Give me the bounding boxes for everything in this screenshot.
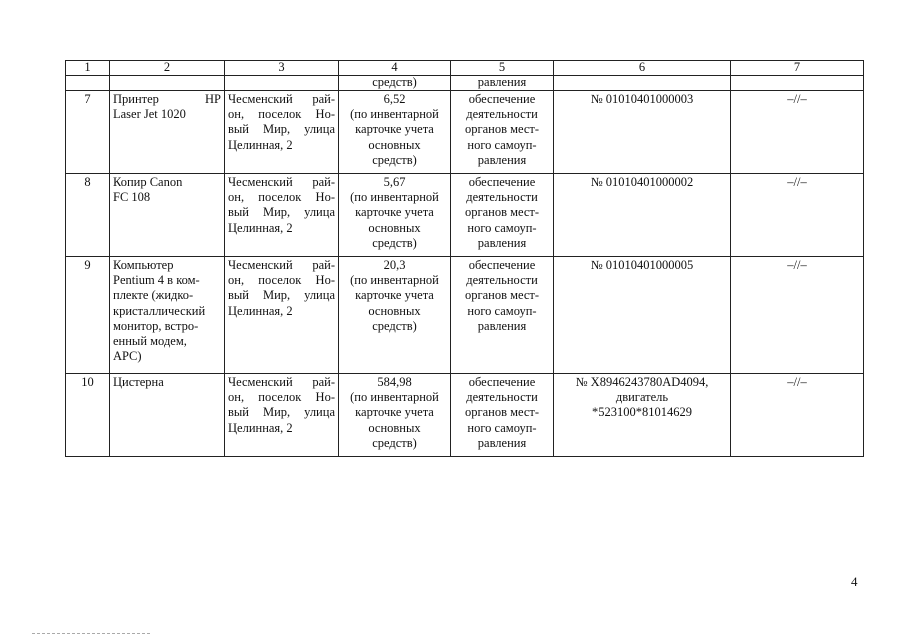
item-address-line: Чесменский рай- xyxy=(228,92,335,106)
item-purpose-line: органов мест- xyxy=(464,288,540,303)
column-number: 7 xyxy=(731,61,864,76)
item-name xyxy=(110,174,225,257)
item-value-line: основных xyxy=(368,137,421,152)
item-purpose-line: равления xyxy=(477,152,527,167)
item-value-line: основных xyxy=(368,303,421,318)
item-address-line: Чесменский рай- xyxy=(228,175,335,189)
continuation-cell: средств) xyxy=(339,76,451,91)
item-name-line: Компьютер xyxy=(113,258,174,272)
item-address-line: Целинная, 2 xyxy=(228,420,293,435)
item-inventory-number-line: № X8946243780AD4094, xyxy=(575,375,709,389)
item-address-line: Целинная, 2 xyxy=(228,220,293,235)
item-value xyxy=(339,174,451,257)
column-number: 1 xyxy=(66,61,110,76)
item-purpose xyxy=(451,257,554,374)
continuation-row xyxy=(66,76,864,91)
item-name-line: Цистерна xyxy=(113,375,164,389)
item-value-line: карточке учета xyxy=(355,405,434,420)
footnote-divider xyxy=(32,633,150,634)
row-number: 10 xyxy=(66,374,110,457)
item-inventory-number-line: *523100*81014629 xyxy=(592,405,692,420)
item-purpose-line: обеспечение xyxy=(468,175,536,189)
item-purpose-line: ного самоуп- xyxy=(467,220,537,235)
item-inventory-number xyxy=(554,374,731,457)
item-name-line: Pentium 4 в ком- xyxy=(113,273,200,288)
item-name xyxy=(110,374,225,457)
page-number: 4 xyxy=(851,574,858,589)
item-value-line: средств) xyxy=(372,235,417,250)
item-note: –//– xyxy=(731,91,864,174)
item-name-line: Принтер HP xyxy=(113,92,221,106)
item-value-line: средств) xyxy=(372,318,417,333)
item-value-line: (по инвентарной xyxy=(350,190,439,205)
table-row xyxy=(66,91,864,174)
item-purpose-line: деятельности xyxy=(466,107,538,122)
item-address-line: он, поселок Но- xyxy=(228,107,335,122)
item-value xyxy=(339,374,451,457)
item-name xyxy=(110,91,225,174)
item-purpose-line: обеспечение xyxy=(468,258,536,272)
item-address-line: Чесменский рай- xyxy=(228,375,335,389)
column-number-row xyxy=(66,61,864,76)
item-value-line: (по инвентарной xyxy=(350,390,439,405)
item-address xyxy=(225,174,339,257)
item-purpose-line: равления xyxy=(477,318,527,333)
item-address-line: вый Мир, улица xyxy=(228,122,335,137)
item-value-line: 6,52 xyxy=(383,92,406,106)
continuation-cell xyxy=(731,76,864,91)
item-address-line: Целинная, 2 xyxy=(228,137,293,152)
column-number: 4 xyxy=(339,61,451,76)
item-purpose-line: ного самоуп- xyxy=(467,303,537,318)
item-value-line: средств) xyxy=(372,152,417,167)
item-name-line: енный модем, xyxy=(113,334,187,349)
item-note: –//– xyxy=(731,257,864,374)
continuation-cell xyxy=(110,76,225,91)
item-address xyxy=(225,257,339,374)
item-purpose xyxy=(451,91,554,174)
item-purpose-line: ного самоуп- xyxy=(467,420,537,435)
item-inventory-number xyxy=(554,91,731,174)
item-value-line: основных xyxy=(368,220,421,235)
item-inventory-number-line: № 01010401000002 xyxy=(590,175,694,189)
item-inventory-number xyxy=(554,257,731,374)
item-name-line: кристаллический xyxy=(113,303,206,318)
item-value-line: карточке учета xyxy=(355,205,434,220)
item-purpose-line: органов мест- xyxy=(464,122,540,137)
table-row xyxy=(66,374,864,457)
item-inventory-number-line: двигатель xyxy=(615,390,669,405)
item-purpose xyxy=(451,174,554,257)
item-inventory-number-line: № 01010401000003 xyxy=(590,92,694,106)
column-number: 2 xyxy=(110,61,225,76)
item-address-line: Целинная, 2 xyxy=(228,303,293,318)
item-value-line: (по инвентарной xyxy=(350,107,439,122)
item-address-line: вый Мир, улица xyxy=(228,205,335,220)
item-address-line: вый Мир, улица xyxy=(228,405,335,420)
column-number: 5 xyxy=(451,61,554,76)
item-purpose-line: обеспечение xyxy=(468,375,536,389)
item-address-line: он, поселок Но- xyxy=(228,273,335,288)
item-purpose-line: деятельности xyxy=(466,273,538,288)
continuation-cell: равления xyxy=(451,76,554,91)
item-name-line: плекте (жидко- xyxy=(113,288,194,303)
item-value-line: карточке учета xyxy=(355,288,434,303)
item-name xyxy=(110,257,225,374)
property-table xyxy=(65,60,864,457)
column-number: 6 xyxy=(554,61,731,76)
item-purpose-line: деятельности xyxy=(466,190,538,205)
item-value-line: основных xyxy=(368,420,421,435)
item-purpose-line: равления xyxy=(477,235,527,250)
item-value xyxy=(339,257,451,374)
row-number: 8 xyxy=(66,174,110,257)
item-value-line: 20,3 xyxy=(383,258,406,272)
item-purpose-line: равления xyxy=(477,435,527,450)
item-value-line: средств) xyxy=(372,435,417,450)
item-purpose-line: ного самоуп- xyxy=(467,137,537,152)
item-purpose-line: деятельности xyxy=(466,390,538,405)
item-value-line: (по инвентарной xyxy=(350,273,439,288)
item-inventory-number-line: № 01010401000005 xyxy=(590,258,694,272)
item-purpose-line: органов мест- xyxy=(464,405,540,420)
item-note: –//– xyxy=(731,174,864,257)
item-address-line: он, поселок Но- xyxy=(228,390,335,405)
item-value-line: 5,67 xyxy=(383,175,406,189)
item-purpose-line: органов мест- xyxy=(464,205,540,220)
item-purpose xyxy=(451,374,554,457)
item-name-line: Копир Canon xyxy=(113,175,183,189)
item-value-line: карточке учета xyxy=(355,122,434,137)
continuation-cell xyxy=(225,76,339,91)
row-number: 7 xyxy=(66,91,110,174)
item-value-line: 584,98 xyxy=(377,375,412,389)
item-note: –//– xyxy=(731,374,864,457)
table-row xyxy=(66,257,864,374)
item-address-line: вый Мир, улица xyxy=(228,288,335,303)
item-purpose-line: обеспечение xyxy=(468,92,536,106)
item-address-line: он, поселок Но- xyxy=(228,190,335,205)
row-number: 9 xyxy=(66,257,110,374)
item-name-line: FC 108 xyxy=(113,190,151,205)
item-value xyxy=(339,91,451,174)
item-name-line: APC) xyxy=(113,349,142,364)
item-address-line: Чесменский рай- xyxy=(228,258,335,272)
item-name-line: Laser Jet 1020 xyxy=(113,107,186,122)
continuation-cell xyxy=(554,76,731,91)
column-number: 3 xyxy=(225,61,339,76)
item-address xyxy=(225,91,339,174)
item-address xyxy=(225,374,339,457)
item-name-line: монитор, встро- xyxy=(113,318,199,333)
continuation-cell xyxy=(66,76,110,91)
table-row xyxy=(66,174,864,257)
item-inventory-number xyxy=(554,174,731,257)
